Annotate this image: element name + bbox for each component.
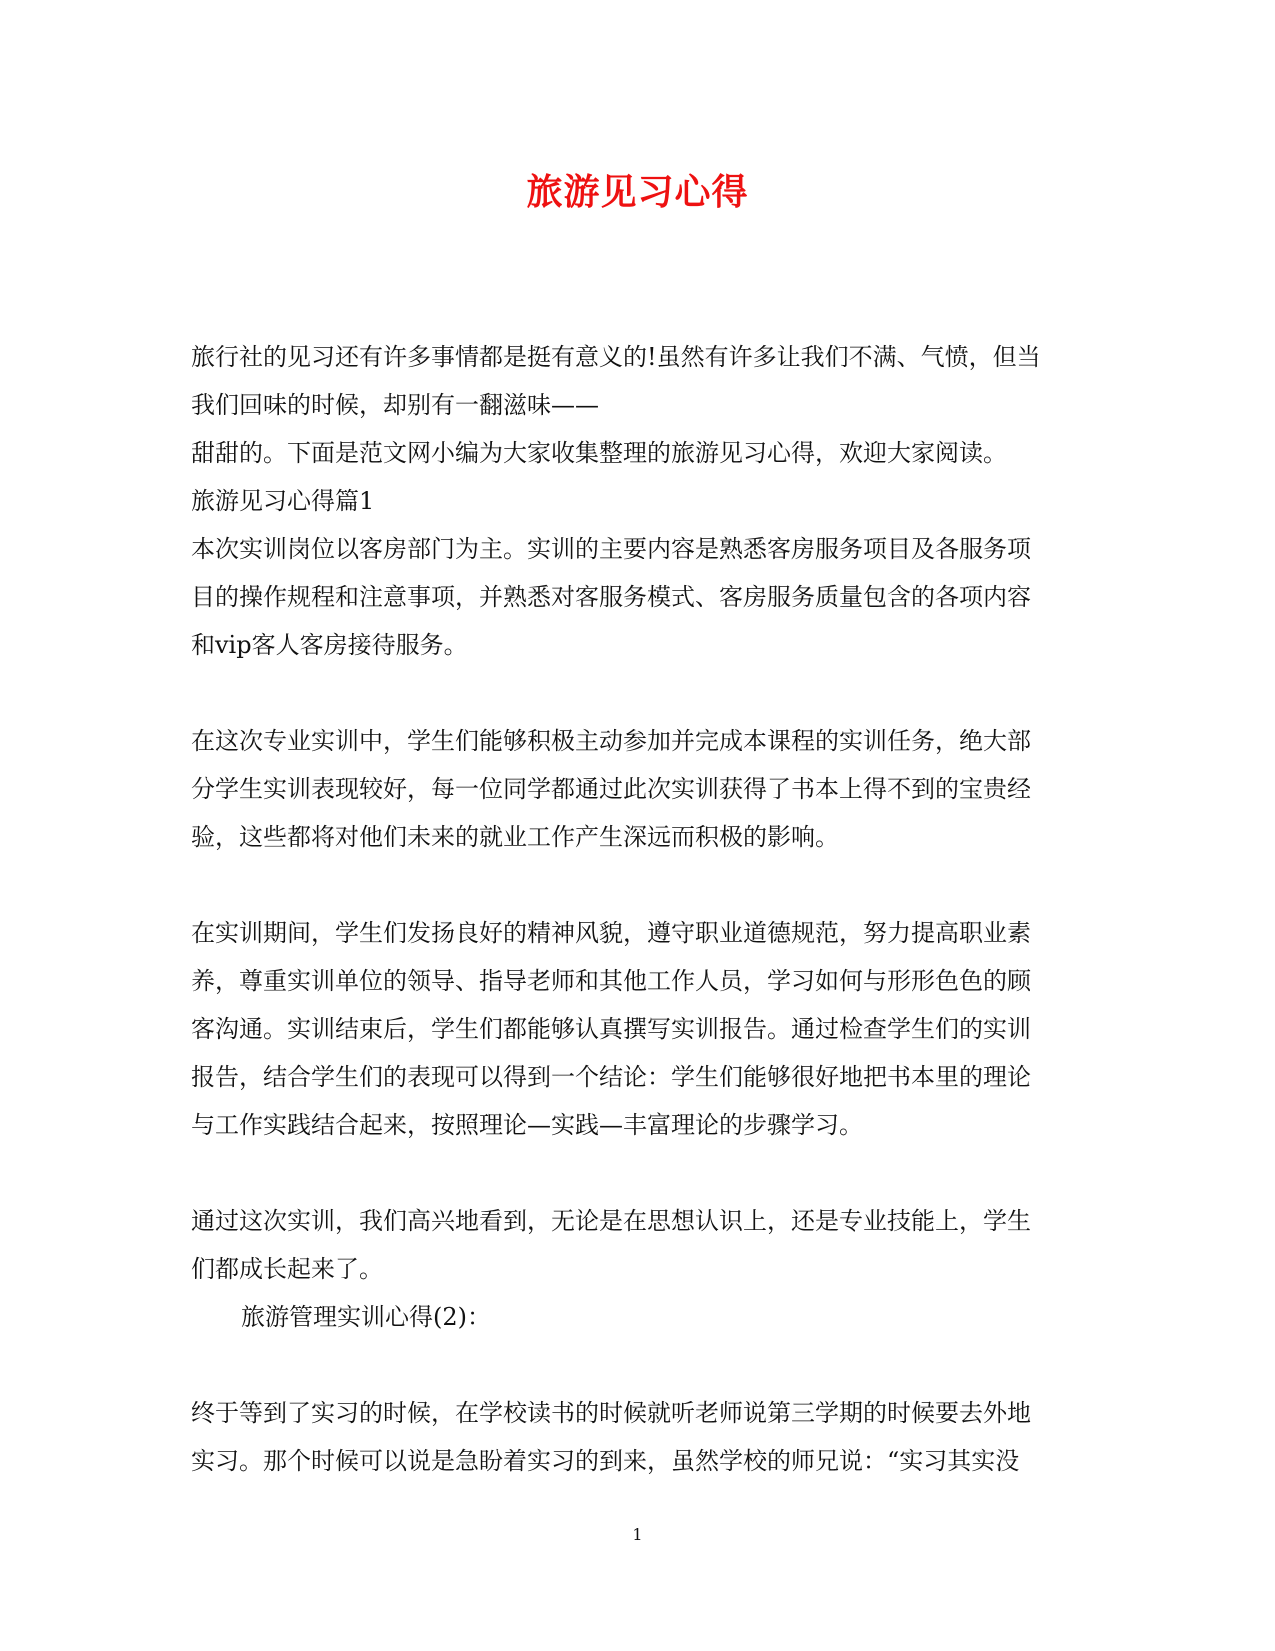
page-number: 1 <box>632 1525 643 1544</box>
text-line: 旅行社的见习还有许多事情都是挺有意义的!虽然有许多让我们不满、气愤，但当 <box>191 343 1041 371</box>
text-line: 终于等到了实习的时候，在学校读书的时候就听老师说第三学期的时候要去外地 <box>191 1399 1031 1427</box>
paragraph-gap <box>191 861 1081 909</box>
section-heading: 旅游管理实训心得(2)： <box>241 1303 491 1331</box>
text-line: 通过这次实训，我们高兴地看到，无论是在思想认识上，还是专业技能上，学生 <box>191 1207 1031 1235</box>
text-line: 在实训期间，学生们发扬良好的精神风貌，遵守职业道德规范，努力提高职业素 <box>191 919 1031 947</box>
text-line: 报告，结合学生们的表现可以得到一个结论：学生们能够很好地把书本里的理论 <box>191 1063 1031 1091</box>
text-line: 在这次专业实训中，学生们能够积极主动参加并完成本课程的实训任务，绝大部 <box>191 727 1031 755</box>
text-line: 本次实训岗位以客房部门为主。实训的主要内容是熟悉客房服务项目及各服务项 <box>191 535 1031 563</box>
text-line: 与工作实践结合起来，按照理论—实践—丰富理论的步骤学习。 <box>191 1111 863 1139</box>
text-line: 们都成长起来了。 <box>191 1255 383 1283</box>
document-body <box>191 333 1081 1485</box>
paragraph-gap <box>191 669 1081 717</box>
text-line: 验，这些都将对他们未来的就业工作产生深远而积极的影响。 <box>191 823 839 851</box>
text-line: 和vip客人客房接待服务。 <box>191 631 468 659</box>
text-line: 实习。那个时候可以说是急盼着实习的到来，虽然学校的师兄说：“实习其实没 <box>191 1447 1020 1475</box>
document-title: 旅游见习心得 <box>526 171 749 213</box>
section-heading: 旅游见习心得篇1 <box>191 487 375 515</box>
paragraph-gap <box>191 1341 1081 1389</box>
text-line: 养，尊重实训单位的领导、指导老师和其他工作人员，学习如何与形形色色的顾 <box>191 967 1031 995</box>
text-line: 目的操作规程和注意事项，并熟悉对客服务模式、客房服务质量包含的各项内容 <box>191 583 1031 611</box>
paragraph-gap <box>191 1149 1081 1197</box>
text-line: 分学生实训表现较好，每一位同学都通过此次实训获得了书本上得不到的宝贵经 <box>191 775 1031 803</box>
text-line: 客沟通。实训结束后，学生们都能够认真撰写实训报告。通过检查学生们的实训 <box>191 1015 1031 1043</box>
text-line: 甜甜的。下面是范文网小编为大家收集整理的旅游见习心得，欢迎大家阅读。 <box>191 439 1007 467</box>
text-line: 我们回味的时候，却别有一翻滋味—— <box>191 391 599 419</box>
